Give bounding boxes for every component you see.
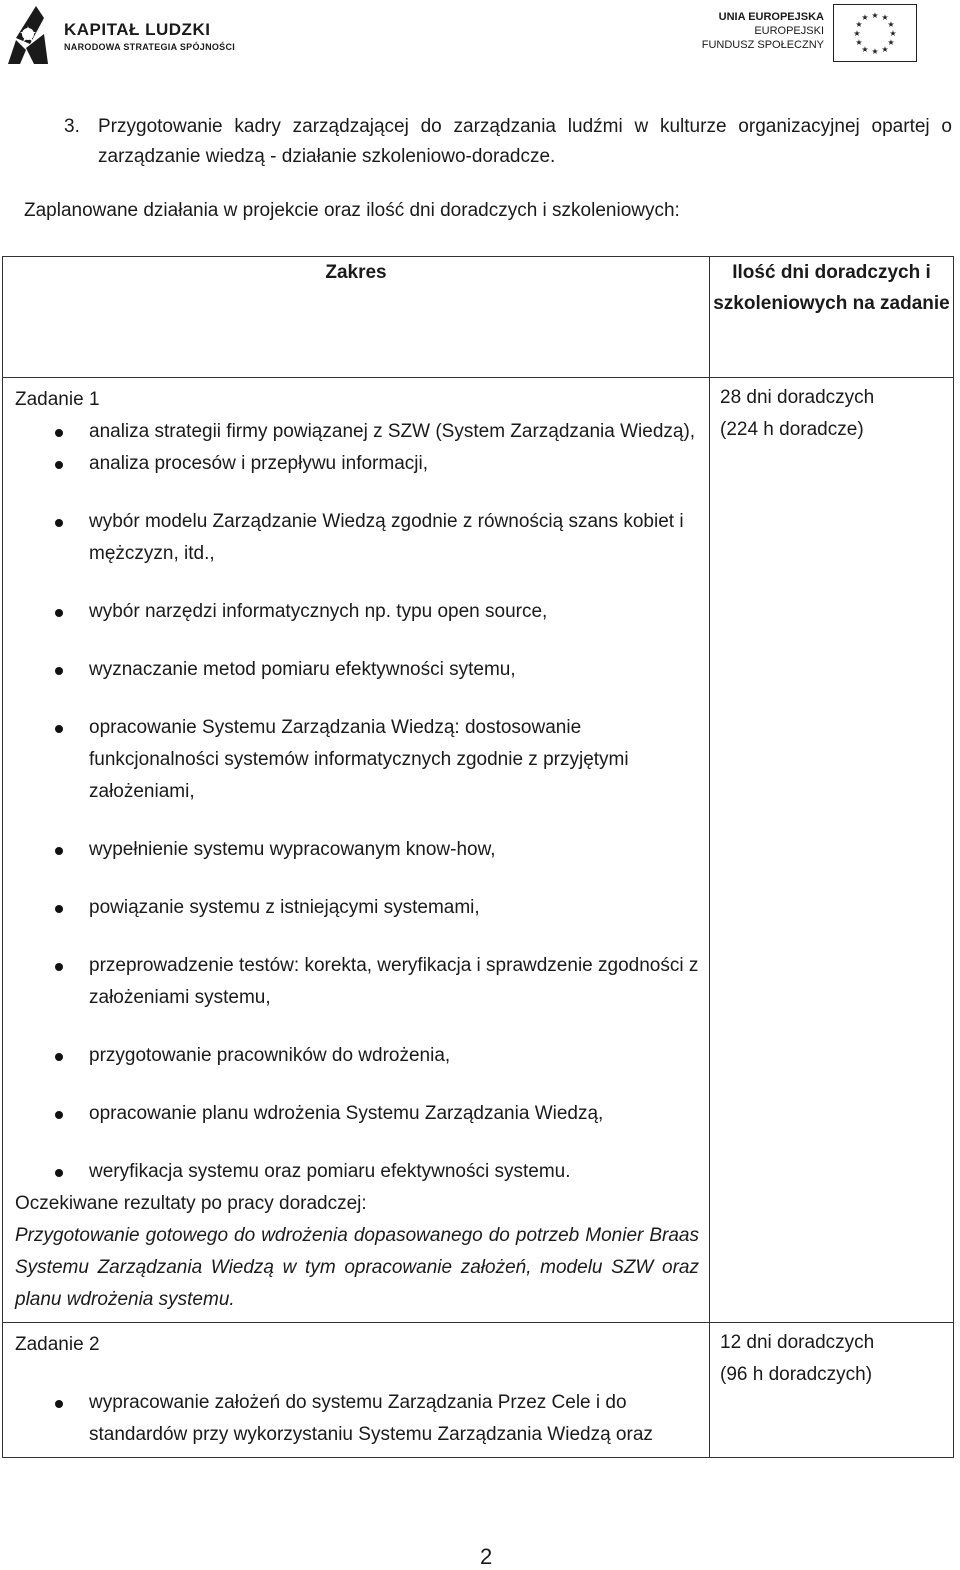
task-1-days-line-2: (224 h doradcze) [720,419,864,440]
list-item: opracowanie planu wdrożenia Systemu Zarządzania Wiedzą, [15,1098,699,1130]
eu-logo-text [702,10,824,52]
task-2-days-line-2: (96 h doradczych) [720,1364,873,1385]
svg-text:★: ★ [871,47,879,56]
list-item: wybór modelu Zarządzanie Wiedzą zgodnie z równością szans kobiet i mężczyzn, itd., [15,506,699,570]
eu-line-2: EUROPEJSKI [754,25,824,37]
list-item: wyznaczanie metod pomiaru efektywności sytemu, [15,654,699,686]
svg-text:★: ★ [881,45,889,54]
svg-text:★: ★ [855,20,863,29]
svg-text:★: ★ [855,38,863,47]
table-header-row [3,257,954,378]
task-2-days-line-1: 12 dni doradczych [720,1332,875,1353]
task-1-days-cell [710,378,954,1323]
results-label: Oczekiwane rezultaty po pracy doradczej: [15,1193,367,1214]
list-item: weryfikacja systemu oraz pomiaru efektywności systemu. [15,1156,699,1188]
list-item: przygotowanie pracowników do wdrożenia, [15,1040,699,1072]
eu-line-1: UNIA EUROPEJSKA [718,11,824,23]
section-heading [22,112,952,172]
list-item: analiza procesów i przepływu informacji, [15,448,699,480]
section-title: Przygotowanie kadry zarządzającej do zarządzania ludźmi w kulturze organizacyjnej opartej o zarządzanie wiedzą - działanie szkoleniowo-doradcze. [98,116,952,167]
kapital-ludzki-subtitle: NARODOWA STRATEGIA SPÓJNOŚCI [64,42,236,52]
task-2-scope-cell [3,1323,710,1458]
section-number: 3. [64,116,80,137]
task-1-scope-cell [3,378,710,1323]
list-item: analiza strategii firmy powiązanej z SZW (System Zarządzania Wiedzą), [15,416,699,448]
task-1-title: Zadanie 1 [15,389,100,410]
list-item: wypracowanie założeń do systemu Zarządzania Przez Cele i do standardów przy wykorzystaniu Systemu Zarządzania Wiedzą oraz [15,1387,699,1451]
svg-text:★: ★ [887,20,895,29]
svg-text:★: ★ [853,29,861,38]
kapital-ludzki-title: KAPITAŁ LUDZKI [64,20,211,39]
planned-activities-text: Zaplanowane działania w projekcie oraz ilość dni doradczych i szkoleniowych: [24,200,680,221]
activities-table [2,256,954,1458]
svg-text:★: ★ [881,13,889,22]
list-item: opracowanie Systemu Zarządzania Wiedzą: dostosowanie funkcjonalności systemów informatycznych zgodnie z przyjętymi założeniami, [15,712,699,808]
svg-text:★: ★ [887,38,895,47]
list-item: wypełnienie systemu wypracowanym know-how, [15,834,699,866]
table-row-task-2 [3,1323,954,1458]
svg-text:★: ★ [861,13,869,22]
list-item: powiązanie systemu z istniejącymi systemami, [15,892,699,924]
column-header-ilosc: Ilość dni doradczych i szkoleniowych na zadanie [710,257,954,378]
task-1-days-line-1: 28 dni doradczych [720,387,875,408]
eu-flag-icon [833,4,917,62]
eu-line-3: FUNDUSZ SPOŁECZNY [701,39,824,51]
svg-text:★: ★ [871,11,879,20]
page-header [0,0,960,80]
task-2-days-cell [710,1323,954,1458]
list-item: przeprowadzenie testów: korekta, weryfikacja i sprawdzenie zgodności z założeniami systemu, [15,950,699,1014]
page-number: 2 [480,1544,493,1569]
task-2-title: Zadanie 2 [15,1334,100,1355]
column-header-zakres: Zakres [3,257,710,378]
svg-text:★: ★ [861,45,869,54]
task-2-list [15,1387,699,1451]
list-item: wybór narzędzi informatycznych np. typu open source, [15,596,699,628]
task-1-list [15,416,699,1188]
results-text: Przygotowanie gotowego do wdrożenia dopasowanego do potrzeb Monier Braas Systemu Zarządzania Wiedzą w tym opracowanie założeń, modelu SZW oraz planu wdrożenia systemu. [15,1225,699,1310]
svg-text:★: ★ [889,29,897,38]
kapital-ludzki-logo-icon [6,4,50,66]
table-row-task-1 [3,378,954,1323]
